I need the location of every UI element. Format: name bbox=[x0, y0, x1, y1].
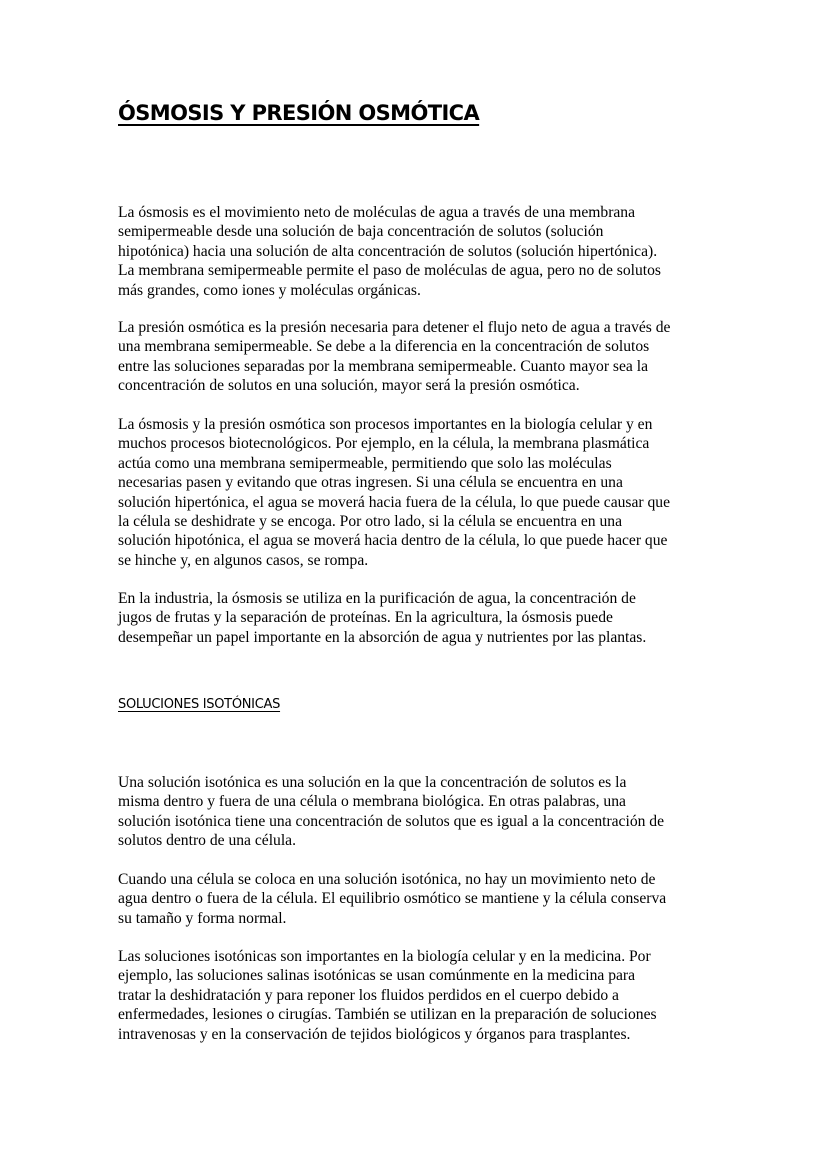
text-line: muchos procesos biotecnológicos. Por ejemplo, en la célula, la membrana plasmática bbox=[118, 435, 650, 453]
section-heading-isotonic: SOLUCIONES ISOTÓNICAS bbox=[118, 697, 281, 712]
text-line: su tamaño y forma normal. bbox=[118, 909, 287, 927]
text-line: La ósmosis es el movimiento neto de moléculas de agua a través de una membrana bbox=[118, 204, 636, 221]
text-line: misma dentro y fuera de una célula o membrana biológica. En otras palabras, una bbox=[118, 793, 626, 811]
page-title: ÓSMOSIS Y PRESIÓN OSMÓTICA bbox=[118, 101, 480, 125]
text-line: concentración de solutos en una solución, mayor será la presión osmótica. bbox=[118, 377, 580, 395]
text-line: La presión osmótica es la presión necesaria para detener el flujo neto de agua a través de bbox=[118, 319, 671, 336]
text-line: En la industria, la ósmosis se utiliza en la purificación de agua, la concentración de bbox=[118, 590, 636, 607]
paragraph-isotonic-definition bbox=[118, 773, 718, 851]
text-line: intravenosas y en la conservación de tejidos biológicos y órganos para trasplantes. bbox=[118, 1025, 631, 1043]
text-line: semipermeable desde una solución de baja concentración de solutos (solución bbox=[118, 223, 604, 241]
text-line: solutos dentro de una célula. bbox=[118, 832, 296, 850]
paragraph-osmosis-definition bbox=[118, 203, 718, 300]
paragraph-industry bbox=[118, 589, 718, 647]
text-line: jugos de frutas y la separación de proteínas. En la agricultura, la ósmosis puede bbox=[118, 609, 613, 627]
text-line: La membrana semipermeable permite el paso de moléculas de agua, pero no de solutos bbox=[118, 262, 661, 280]
text-line: se hinche y, en algunos casos, se rompa. bbox=[118, 551, 369, 569]
text-line: solución hipertónica, el agua se moverá hacia fuera de la célula, lo que puede causar que bbox=[118, 493, 671, 511]
text-line: ejemplo, las soluciones salinas isotónicas se usan comúnmente en la medicina para bbox=[118, 967, 636, 985]
text-line: Las soluciones isotónicas son importantes en la biología celular y en la medicina. Por bbox=[118, 948, 651, 965]
paragraph-isotonic-medicine bbox=[118, 947, 718, 1044]
paragraph-osmotic-pressure bbox=[118, 318, 718, 396]
text-line: hipotónica) hacia una solución de alta concentración de solutos (solución hipertónica). bbox=[118, 242, 658, 260]
text-line: una membrana semipermeable. Se debe a la diferencia en la concentración de solutos bbox=[118, 338, 650, 356]
paragraph-isotonic-equilibrium bbox=[118, 870, 718, 928]
text-line: solución isotónica tiene una concentración de solutos que es igual a la concentración de bbox=[118, 812, 665, 830]
text-line: Cuando una célula se coloca en una solución isotónica, no hay un movimiento neto de bbox=[118, 871, 656, 888]
text-line: desempeñar un papel importante en la absorción de agua y nutrientes por las plantas. bbox=[118, 628, 647, 646]
text-line: entre las soluciones separadas por la membrana semipermeable. Cuanto mayor sea la bbox=[118, 357, 648, 375]
text-line: la célula se deshidrate y se encoga. Por otro lado, si la célula se encuentra en una bbox=[118, 513, 622, 531]
paragraph-cell-biology bbox=[118, 415, 718, 570]
text-line: Una solución isotónica es una solución en la que la concentración de solutos es la bbox=[118, 774, 627, 791]
text-line: actúa como una membrana semipermeable, permitiendo que solo las moléculas bbox=[118, 454, 612, 472]
text-line: enfermedades, lesiones o cirugías. También se utilizan en la preparación de soluciones bbox=[118, 1006, 657, 1024]
text-line: solución hipotónica, el agua se moverá hacia dentro de la célula, lo que puede hacer que bbox=[118, 532, 668, 550]
text-line: La ósmosis y la presión osmótica son procesos importantes en la biología celular y en bbox=[118, 416, 653, 433]
text-line: más grandes, como iones y moléculas orgánicas. bbox=[118, 281, 421, 299]
text-line: agua dentro o fuera de la célula. El equilibrio osmótico se mantiene y la célula conserva bbox=[118, 890, 667, 908]
text-line: tratar la deshidratación y para reponer los fluidos perdidos en el cuerpo debido a bbox=[118, 986, 619, 1004]
text-line: necesarias pasen y evitando que otras ingresen. Si una célula se encuentra en una bbox=[118, 474, 623, 492]
